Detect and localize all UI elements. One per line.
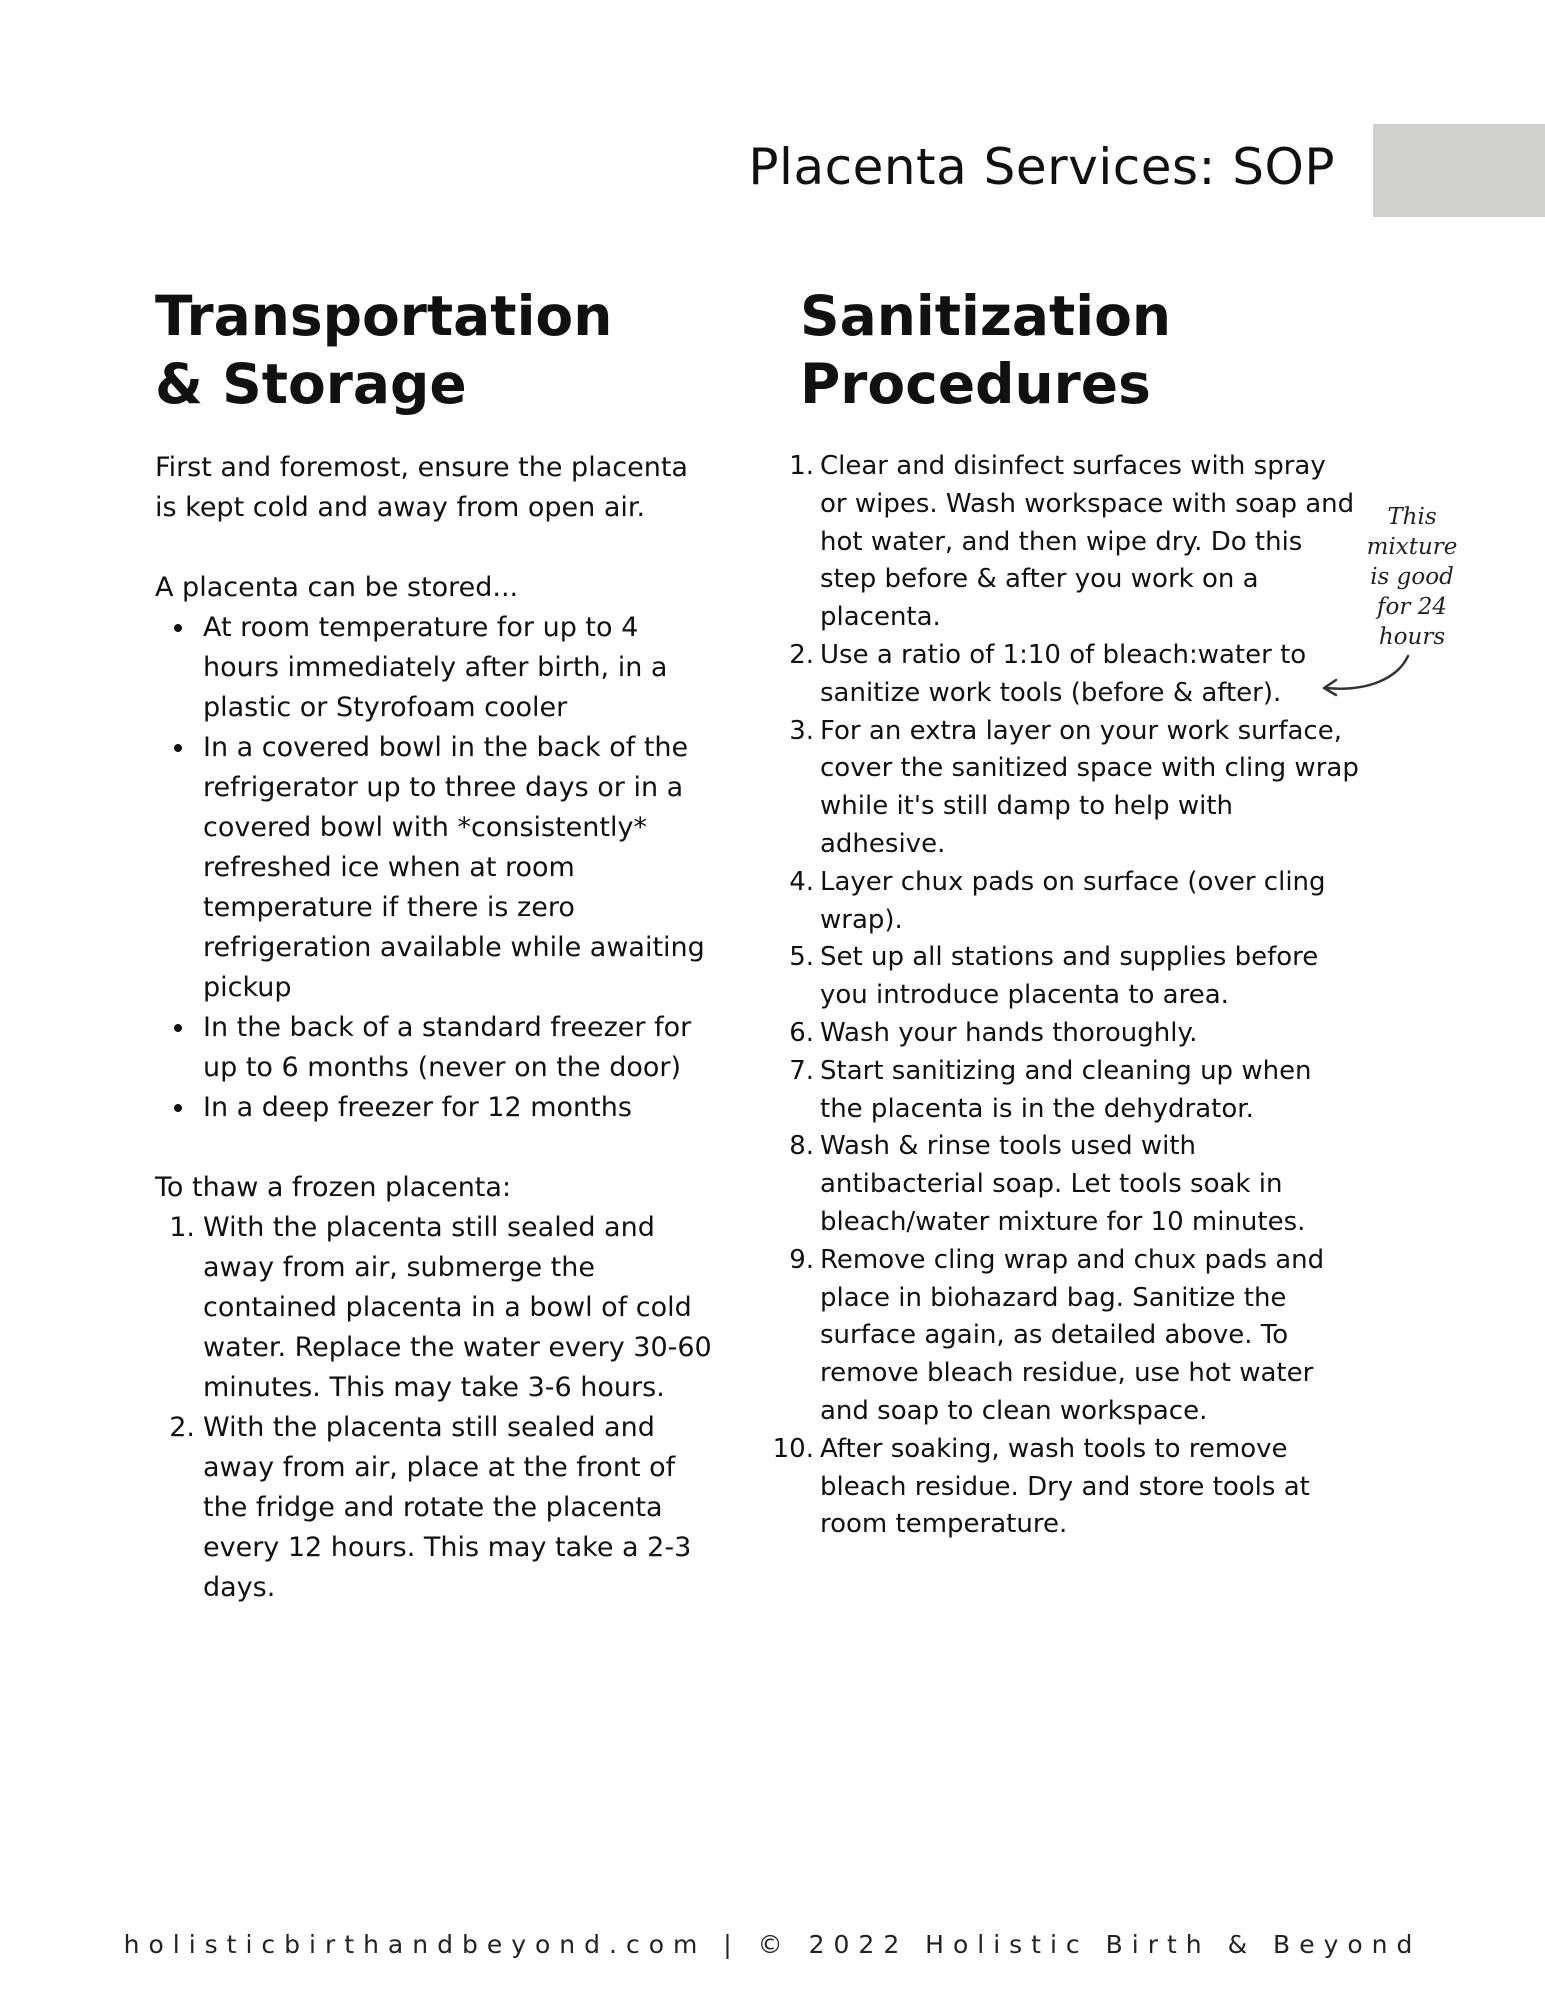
sanitization-step [789,1242,1360,1431]
note-line: hours [1378,624,1446,650]
step-text: Start sanitizing and cleaning up when the placenta is in the dehydrator. [820,1055,1312,1124]
step-number: 3. [789,715,814,746]
thaw-step [169,1208,715,1408]
sanitization-step [789,939,1360,1015]
sanitization-step [789,1128,1360,1241]
step-text: Wash your hands thoroughly. [820,1017,1198,1048]
thaw-step-number: 2. [169,1412,195,1443]
step-number: 6. [789,1017,814,1048]
step-text: Remove cling wrap and chux pads and place in biohazard bag. Sanitize the surface again, as detailed above. To remove bleach residue, use hot water and soap to clean workspace. [820,1244,1325,1426]
curved-arrow-icon [1310,650,1420,710]
sanitization-heading-line1: Sanitization [800,284,1172,348]
step-number: 5. [789,942,814,973]
step-number: 10. [772,1433,814,1464]
transport-intro: First and foremost, ensure the placenta is kept cold and away from open air. [155,452,688,523]
note-line: mixture [1366,534,1458,560]
footer-text: holisticbirthandbeyond.com | © 2022 Holistic Birth & Beyond [123,1930,1422,1959]
sanitization-step [789,1053,1360,1129]
storage-lead: A placenta can be stored... [155,572,519,603]
sanitization-step [789,448,1360,637]
spacer [155,1128,715,1168]
storage-option: In the back of a standard freezer for up to 6 months (never on the door) [203,1008,715,1088]
transport-section [155,282,715,1608]
sanitization-step [789,713,1360,864]
step-number: 7. [789,1055,814,1086]
sanitization-section [772,282,1360,1544]
step-text: Clear and disinfect surfaces with spray or wipes. Wash workspace with soap and hot water, and then wipe dry. Do this step before & after you work on a placenta. [820,451,1355,633]
spacer [155,528,715,568]
step-number: 4. [789,866,814,897]
step-number: 9. [789,1244,814,1275]
transport-heading-line1: Transportation [155,284,613,348]
sanitization-heading [800,282,1360,418]
sanitization-steps-list [772,448,1360,1544]
note-line: for 24 [1377,594,1447,620]
step-text: For an extra layer on your work surface, cover the sanitized space with cling wrap while it's still damp to help with adhesive. [820,715,1359,859]
handwritten-side-note [1352,502,1472,652]
note-line: is good [1370,564,1454,590]
storage-options-list [155,608,715,1128]
sanitization-step [789,637,1360,713]
thaw-step-text: With the placenta still sealed and away from air, submerge the contained placenta in a bowl of cold water. Replace the water every 30-60 minutes. This may take 3-6 hours. [203,1212,712,1403]
step-text: Layer chux pads on surface (over cling wrap). [820,866,1326,935]
storage-option: At room temperature for up to 4 hours immediately after birth, in a plastic or Styrofoam cooler [203,608,715,728]
step-text: Use a ratio of 1:10 of bleach:water to sanitize work tools (before & after). [820,639,1307,708]
thaw-step-number: 1. [169,1212,195,1243]
thaw-step-text: With the placenta still sealed and away from air, place at the front of the fridge and rotate the placenta every 12 hours. This may take a 2-3 days. [203,1412,692,1603]
step-text: After soaking, wash tools to remove bleach residue. Dry and store tools at room temperature. [820,1433,1310,1540]
step-text: Set up all stations and supplies before you introduce placenta to area. [820,942,1319,1011]
sanitization-heading-line2: Procedures [800,352,1151,416]
sanitization-step [789,1015,1360,1053]
transport-heading [155,282,715,418]
page-title: Placenta Services: SOP [748,138,1335,196]
thaw-steps-list [155,1208,715,1608]
sanitization-step [789,864,1360,940]
step-number: 8. [789,1131,814,1162]
storage-option: In a covered bowl in the back of the refrigerator up to three days or in a covered bowl with *consistently* refreshed ice when at room temperature if there is zero refrigeration available while awaiting pickup [203,728,715,1008]
thaw-step [169,1408,715,1608]
sanitization-step [772,1431,1360,1544]
storage-option: In a deep freezer for 12 months [203,1088,715,1128]
step-number: 1. [789,451,814,481]
step-number: 2. [789,639,814,670]
note-line: This [1387,504,1437,530]
transport-heading-line2: & Storage [155,352,467,416]
corner-tab-decoration [1373,124,1545,217]
thaw-lead: To thaw a frozen placenta: [155,1172,512,1203]
step-text: Wash & rinse tools used with antibacterial soap. Let tools soak in bleach/water mixture for 10 minutes. [820,1131,1306,1237]
